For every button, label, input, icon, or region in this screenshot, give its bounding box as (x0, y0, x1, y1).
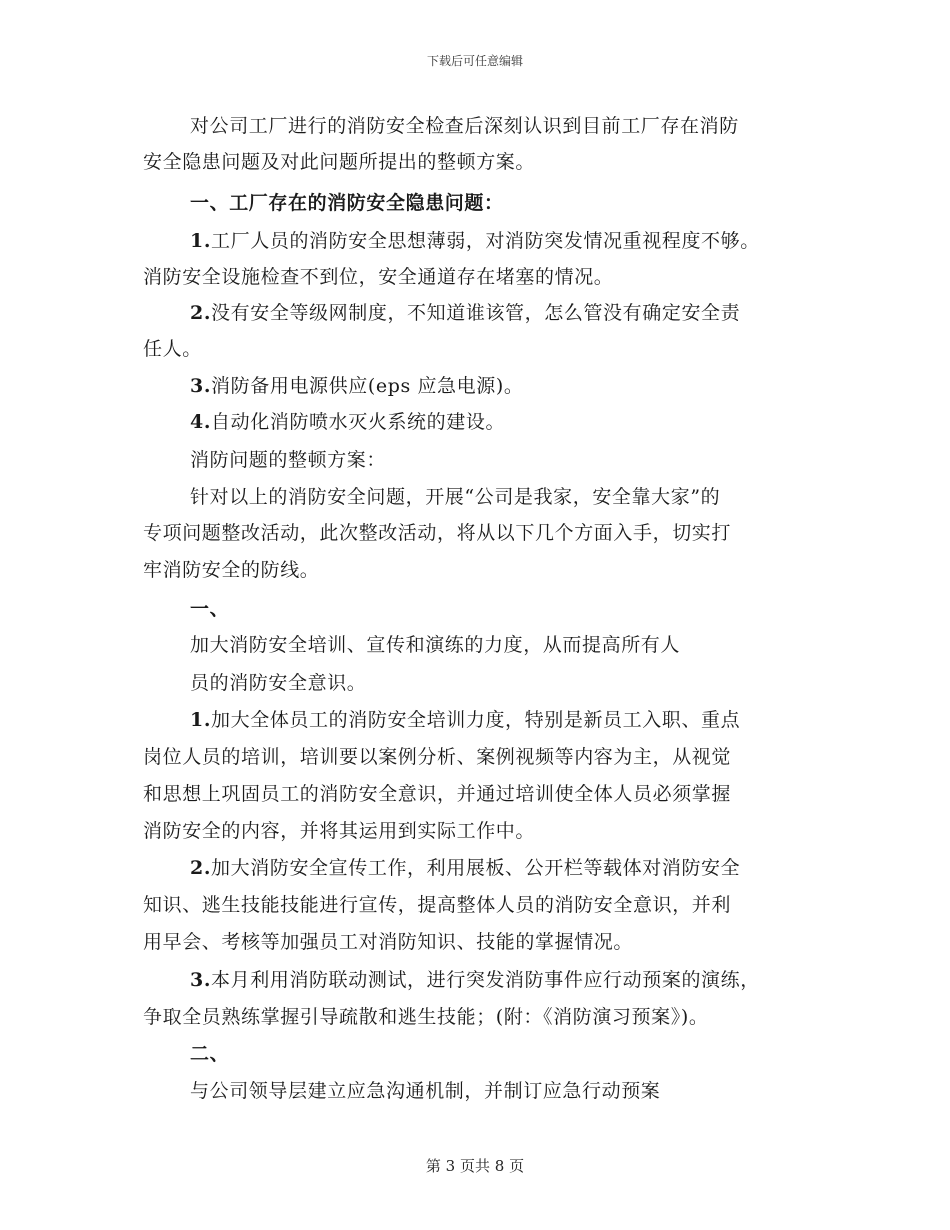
item-text: 加大消防安全宣传工作，利用展板、公开栏等载体对消防安全 (211, 857, 741, 879)
problem-1-line-2: 消防安全设施检查不到位，安全通道存在堵塞的情况。 (143, 266, 614, 288)
item-number: 3. (190, 375, 212, 397)
item-number: 2. (190, 857, 212, 879)
page-footer: 第 3 页共 8 页 (425, 1157, 525, 1175)
measure-2-line-3: 用早会、考核等加强员工对消防知识、技能的掌握情况。 (143, 931, 634, 953)
item-text: 消防备用电源供应(eps 应急电源)。 (211, 375, 524, 397)
measure-2-line-2: 知识、逃生技能技能进行宣传，提高整体人员的消防安全意识，并利 (143, 894, 732, 916)
measure-1-line-4: 消防安全的内容，并将其运用到实际工作中。 (143, 820, 536, 842)
section-one-title-line-1: 加大消防安全培训、宣传和演练的力度，从而提高所有人 (190, 634, 681, 656)
item-text: 本月利用消防联动测试，进行突发消防事件应行动预案的演练， (211, 969, 760, 991)
plan-intro-line-3: 牢消防安全的防线。 (143, 559, 320, 581)
item-number: 1. (190, 230, 212, 252)
section-one-title-line-2: 员的消防安全意识。 (190, 672, 367, 694)
plan-intro-line-1: 针对以上的消防安全问题，开展“公司是我家，安全靠大家”的 (190, 486, 721, 508)
item-text: 自动化消防喷水灭火系统的建设。 (211, 411, 506, 433)
problem-2-line-2: 任人。 (143, 338, 202, 360)
measure-3-line-2: 争取全员熟练掌握引导疏散和逃生技能；(附：《消防演习预案》)。 (143, 1006, 709, 1028)
measure-1-line-1 (190, 708, 740, 732)
item-text: 工厂人员的消防安全思想薄弱，对消防突发情况重视程度不够。 (211, 230, 760, 252)
section-one-label: 一、 (190, 598, 230, 620)
problem-2-line-1 (190, 301, 740, 325)
measure-2-line-1 (190, 856, 740, 880)
page-header: 下载后可任意编辑 (426, 54, 523, 68)
item-number: 1. (190, 709, 212, 731)
intro-line-2: 安全隐患问题及对此问题所提出的整顿方案。 (143, 151, 536, 173)
problem-3 (190, 374, 523, 398)
item-text: 加大全体员工的消防安全培训力度，特别是新员工入职、重点 (211, 709, 741, 731)
section-two-label: 二、 (190, 1043, 230, 1065)
measure-1-line-3: 和思想上巩固员工的消防安全意识，并通过培训使全体人员必须掌握 (143, 783, 732, 805)
item-number: 2. (190, 302, 212, 324)
measure-3-line-1 (190, 968, 760, 992)
item-number: 4. (190, 411, 212, 433)
section-heading-1: 一、工厂存在的消防安全隐患问题： (190, 192, 504, 214)
item-number: 3. (190, 969, 212, 991)
plan-heading: 消防问题的整顿方案： (190, 449, 387, 471)
problem-1-line-1 (190, 229, 760, 253)
section-two-title: 与公司领导层建立应急沟通机制，并制订应急行动预案 (190, 1080, 661, 1102)
intro-line-1: 对公司工厂进行的消防安全检查后深刻认识到目前工厂存在消防 (190, 115, 739, 137)
problem-4 (190, 410, 505, 434)
measure-1-line-2: 岗位人员的培训，培训要以案例分析、案例视频等内容为主，从视觉 (143, 746, 732, 768)
item-text: 没有安全等级网制度，不知道谁该管，怎么管没有确定安全责 (211, 302, 741, 324)
plan-intro-line-2: 专项问题整改活动，此次整改活动，将从以下几个方面入手，切实打 (143, 522, 732, 544)
